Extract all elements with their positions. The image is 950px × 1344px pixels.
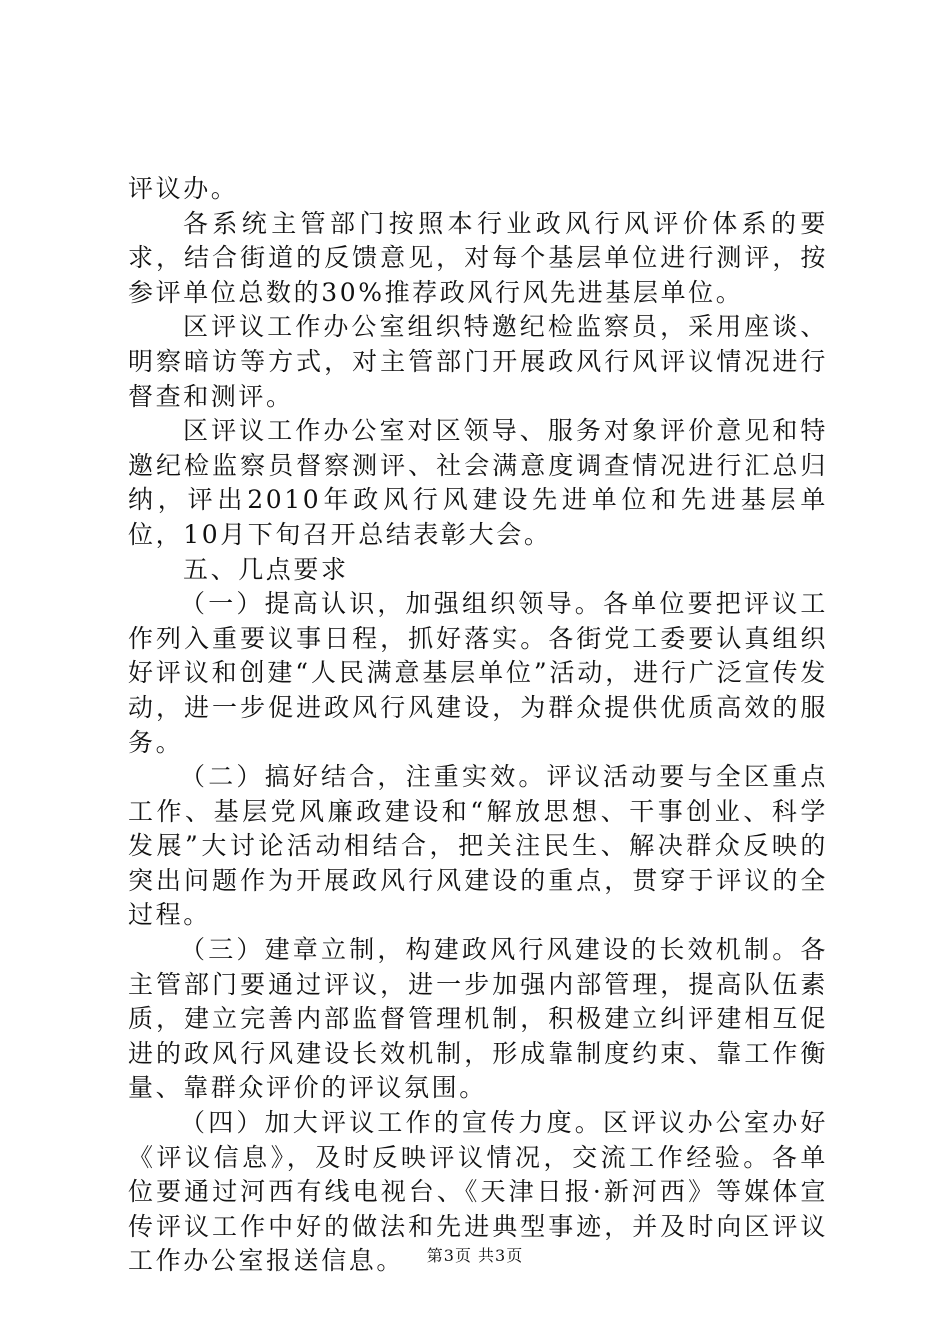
page-number-footer: 第3页 共3页 [426,1246,524,1265]
section-heading-requirements: 五、几点要求 [183,554,349,584]
paragraph-requirement-4: （四）加大评议工作的宣传力度。区评议办公室办好《评议信息》，及时反映评议情况，交流工作经验。各单位要通过河西有线电视台、《天津日报·新河西》等媒体宣传评议工作中好的做法和先进典型事迹，并及时向区评议工作办公室报送信息。 [128,1108,828,1276]
paragraph-summary-commendation: 区评议工作办公室对区领导、服务对象评价意见和特邀纪检监察员督察测评、社会满意度调查情况进行汇总归纳，评出2010年政风行风建设先进单位和先进基层单位，10月下旬召开总结表彰大会。 [128,416,828,549]
paragraph-requirement-2: （二）搞好结合，注重实效。评议活动要与全区重点工作、基层党风廉政建设和“解放思想、干事创业、科学发展”大讨论活动相结合，把关注民生、解决群众反映的突出问题作为开展政风行风建设的重点，贯穿于评议的全过程。 [128,762,828,930]
paragraph-requirement-3: （三）建章立制，构建政风行风建设的长效机制。各主管部门要通过评议，进一步加强内部管理，提高队伍素质，建立完善内部监督管理机制，积极建立纠评建相互促进的政风行风建设长效机制，形成靠制度约束、靠工作衡量、靠群众评价的评议氛围。 [128,935,828,1103]
paragraph-department-evaluation: 各系统主管部门按照本行业政风行风评价体系的要求，结合街道的反馈意见，对每个基层单位进行测评，按参评单位总数的30%推荐政风行风先进基层单位。 [128,208,828,307]
paragraph-requirement-1: （一）提高认识，加强组织领导。各单位要把评议工作列入重要议事日程，抓好落实。各街党工委要认真组织好评议和创建“人民满意基层单位”活动，进行广泛宣传发动，进一步促进政风行风建设，为群众提供优质高效的服务。 [128,589,828,757]
paragraph-continuation: 评议办。 [128,174,239,203]
document-body [128,172,828,1279]
paragraph-supervisor-inspection: 区评议工作办公室组织特邀纪检监察员，采用座谈、明察暗访等方式，对主管部门开展政风行风评议情况进行督查和测评。 [128,312,828,411]
